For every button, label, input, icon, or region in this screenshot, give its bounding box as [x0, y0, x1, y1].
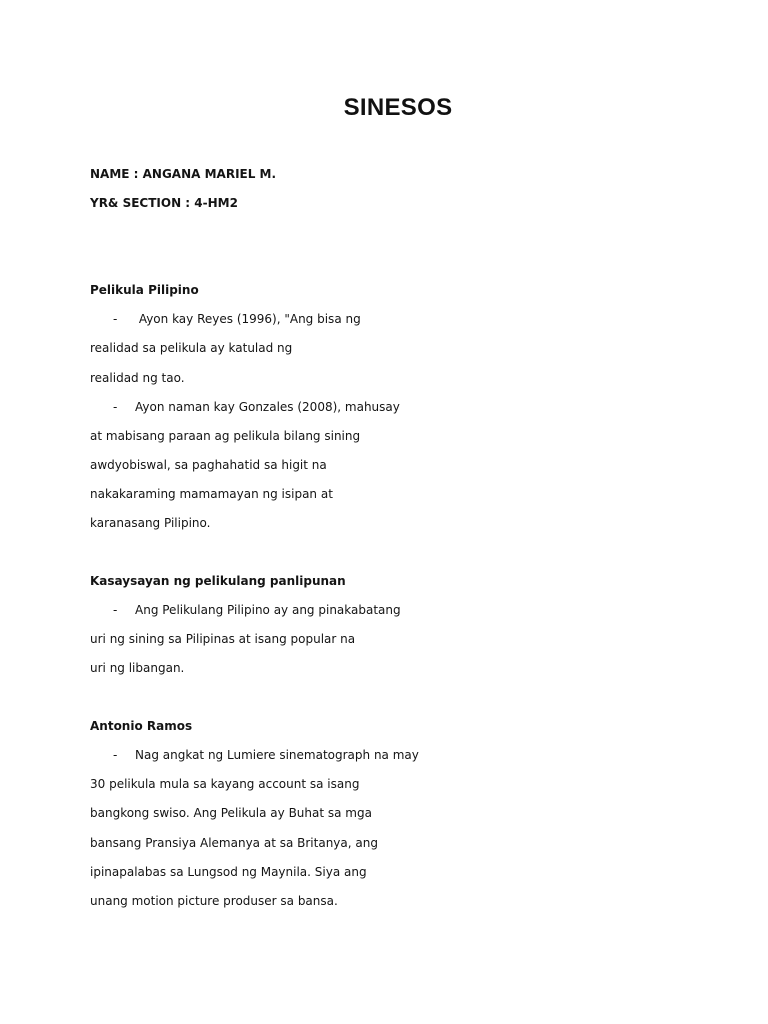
bullet-item — [90, 399, 690, 415]
paragraph-line: Ayon naman kay Gonzales (2008), mahusay — [135, 400, 400, 414]
bullet-dash: - — [113, 603, 118, 617]
paragraph-line: Ang Pelikulang Pilipino ay ang pinakabatang — [135, 603, 401, 617]
bullet-item — [90, 747, 690, 763]
paragraph-line: ipinapalabas sa Lungsod ng Maynila. Siya ang — [90, 865, 367, 879]
paragraph-line: bansang Pransiya Alemanya at sa Britanya, ang — [90, 836, 378, 850]
bullet-dash: - — [113, 312, 118, 326]
paragraph-line: realidad ng tao. — [90, 371, 185, 385]
bullet-dash: - — [113, 400, 118, 414]
document-title: SINESOS — [343, 94, 453, 121]
paragraph-line: 30 pelikula mula sa kayang account sa isang — [90, 777, 360, 791]
bullet-item — [90, 311, 690, 327]
paragraph-line: Ayon kay Reyes (1996), "Ang bisa ng — [135, 312, 361, 326]
section-line: YR& SECTION : 4-HM2 — [90, 196, 238, 210]
paragraph-line: nakakaraming mamamayan ng isipan at — [90, 487, 333, 501]
section-heading-pelikula-pilipino: Pelikula Pilipino — [90, 283, 199, 297]
name-line: NAME : ANGANA MARIEL M. — [90, 167, 277, 181]
paragraph-line: karanasang Pilipino. — [90, 516, 211, 530]
paragraph-line: uri ng sining sa Pilipinas at isang popular na — [90, 632, 356, 646]
bullet-item — [90, 602, 690, 618]
section-heading-antonio-ramos: Antonio Ramos — [90, 719, 193, 733]
paragraph-line: uri ng libangan. — [90, 661, 185, 675]
bullet-dash: - — [113, 748, 118, 762]
paragraph-line: awdyobiswal, sa paghahatid sa higit na — [90, 458, 327, 472]
paragraph-line: at mabisang paraan ag pelikula bilang sining — [90, 429, 361, 443]
paragraph-line: Nag angkat ng Lumiere sinematograph na may — [135, 748, 419, 762]
paragraph-line: bangkong swiso. Ang Pelikula ay Buhat sa mga — [90, 806, 372, 820]
paragraph-line: realidad sa pelikula ay katulad ng — [90, 341, 293, 355]
section-heading-kasaysayan: Kasaysayan ng pelikulang panlipunan — [90, 574, 346, 588]
paragraph-line: unang motion picture produser sa bansa. — [90, 894, 338, 908]
